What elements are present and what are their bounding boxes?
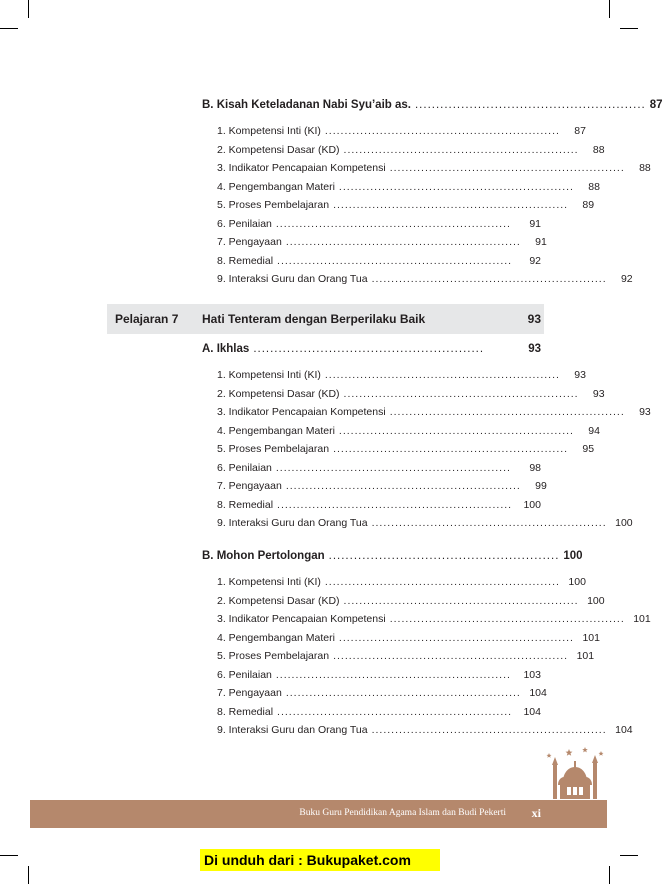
leader-dots: ............................................................ xyxy=(277,705,513,718)
crop-mark xyxy=(28,866,29,884)
toc-item-page: 101 xyxy=(633,613,651,625)
toc-item-page: 103 xyxy=(523,668,541,681)
toc-item-title: 9. Interaksi Guru dan Orang Tua xyxy=(217,724,368,736)
toc-item-page: 100 xyxy=(523,498,541,511)
toc-item-page: 101 xyxy=(582,631,600,644)
toc-item-title: 4. Pengembangan Materi xyxy=(217,180,335,193)
lesson-label: Pelajaran 7 xyxy=(115,312,179,326)
crop-mark xyxy=(28,0,29,18)
toc-item-title: 7. Pengayaan xyxy=(217,236,282,248)
toc-item-page: 93 xyxy=(592,387,605,400)
leader-dots: ............................................................ xyxy=(324,369,560,381)
toc-heading-title: A. Ikhlas xyxy=(202,343,250,355)
toc-item-title: 8. Remedial xyxy=(217,498,274,511)
toc-heading-title: B. Kisah Keteladanan Nabi Syu’aib as. xyxy=(202,99,411,111)
toc-item-page: 88 xyxy=(592,143,605,156)
toc-item-page: 100 xyxy=(615,517,633,529)
leader-dots: ....................................................... xyxy=(414,99,646,111)
leader-dots: ............................................................ xyxy=(338,180,574,193)
toc-item-title: 7. Pengayaan xyxy=(217,687,282,699)
toc-item[interactable] xyxy=(217,706,541,722)
toc-item-page: 104 xyxy=(529,687,547,699)
toc-item-title: 9. Interaksi Guru dan Orang Tua xyxy=(217,517,368,529)
toc-item-title: 8. Remedial xyxy=(217,254,274,267)
toc-item[interactable] xyxy=(217,143,605,160)
leader-dots: ............................................................ xyxy=(275,461,511,474)
toc-section-heading[interactable] xyxy=(202,550,583,566)
leader-dots: ............................................................ xyxy=(285,687,521,699)
leader-dots: ............................................................ xyxy=(275,217,511,230)
toc-item-page: 93 xyxy=(639,406,651,418)
toc-item-page: 94 xyxy=(588,424,600,437)
toc-item[interactable] xyxy=(217,499,541,515)
leader-dots: ............................................................ xyxy=(333,199,569,211)
lesson-page: 93 xyxy=(527,312,541,326)
toc-item-page: 87 xyxy=(574,125,586,137)
leader-dots: ............................................................ xyxy=(343,143,579,156)
toc-item-title: 1. Kompetensi Inti (KI) xyxy=(217,576,321,588)
toc-item-page: 92 xyxy=(620,273,633,285)
toc-item-page: 93 xyxy=(574,369,586,381)
toc-item[interactable] xyxy=(217,687,547,703)
toc-item-title: 2. Kompetensi Dasar (KD) xyxy=(217,594,340,607)
leader-dots: ............................................................ xyxy=(333,443,569,455)
toc-heading-page: 87 xyxy=(649,99,663,111)
leader-dots: ............................................................ xyxy=(324,125,560,137)
toc-item[interactable] xyxy=(217,369,586,385)
leader-dots: ............................................................ xyxy=(371,724,607,736)
leader-dots: ............................................................ xyxy=(371,273,607,285)
leader-dots: ............................................................ xyxy=(333,650,569,662)
toc-item-page: 95 xyxy=(582,443,595,455)
toc-item-title: 9. Interaksi Guru dan Orang Tua xyxy=(217,273,368,285)
crop-mark xyxy=(0,28,18,29)
leader-dots: ............................................................ xyxy=(389,406,625,418)
toc-item[interactable] xyxy=(217,517,633,533)
leader-dots: ............................................................ xyxy=(277,254,513,267)
leader-dots: ............................................................ xyxy=(389,613,625,625)
toc-item[interactable] xyxy=(217,125,586,141)
toc-item-title: 1. Kompetensi Inti (KI) xyxy=(217,125,321,137)
toc-item-title: 5. Proses Pembelajaran xyxy=(217,650,330,662)
toc-item[interactable] xyxy=(217,255,541,271)
toc-item-page: 104 xyxy=(523,705,541,718)
toc-item[interactable] xyxy=(217,236,547,252)
toc-item[interactable] xyxy=(217,594,605,611)
toc-item[interactable] xyxy=(217,480,547,496)
toc-item[interactable] xyxy=(217,576,586,592)
leader-dots: ............................................................ xyxy=(343,594,579,607)
toc-item-page: 88 xyxy=(639,162,651,174)
toc-item-title: 4. Pengembangan Materi xyxy=(217,424,335,437)
download-banner[interactable] xyxy=(200,849,440,871)
toc-item-page: 99 xyxy=(535,480,547,492)
toc-item[interactable] xyxy=(217,180,600,197)
toc-item[interactable] xyxy=(217,199,595,215)
toc-item-title: 2. Kompetensi Dasar (KD) xyxy=(217,143,340,156)
leader-dots: ............................................................ xyxy=(324,576,560,588)
toc-item[interactable] xyxy=(217,443,595,459)
toc-item-page: 91 xyxy=(529,217,541,230)
toc-item-title: 2. Kompetensi Dasar (KD) xyxy=(217,387,340,400)
leader-dots: ............................................................ xyxy=(285,480,521,492)
toc-item-title: 4. Pengembangan Materi xyxy=(217,631,335,644)
crop-mark xyxy=(609,866,610,884)
toc-item[interactable] xyxy=(217,613,651,629)
leader-dots: ............................................................ xyxy=(338,631,574,644)
toc-item-page: 101 xyxy=(576,650,595,662)
toc-item[interactable] xyxy=(217,162,651,178)
toc-item-page: 91 xyxy=(535,236,547,248)
toc-heading-page: 93 xyxy=(528,343,541,355)
leader-dots: ............................................................ xyxy=(389,162,625,174)
toc-item[interactable] xyxy=(217,462,541,478)
toc-item[interactable] xyxy=(217,669,541,685)
toc-item-title: 6. Penilaian xyxy=(217,461,272,474)
toc-item-page: 89 xyxy=(582,199,595,211)
leader-dots: ............................................................ xyxy=(343,387,579,400)
toc-item-title: 5. Proses Pembelajaran xyxy=(217,199,330,211)
toc-item[interactable] xyxy=(217,424,600,441)
leader-dots: ............................................................ xyxy=(338,424,574,437)
leader-dots: ............................................................ xyxy=(275,668,511,681)
download-banner-text: Di unduh dari : Bukupaket.com xyxy=(204,852,411,868)
toc-item[interactable] xyxy=(217,631,600,648)
toc-item-page: 92 xyxy=(529,254,541,267)
toc-heading-page: 100 xyxy=(563,550,583,562)
toc-item-page: 98 xyxy=(529,461,541,474)
toc-item-title: 5. Proses Pembelajaran xyxy=(217,443,330,455)
toc-item-title: 7. Pengayaan xyxy=(217,480,282,492)
toc-item-page: 88 xyxy=(588,180,600,193)
toc-item-title: 3. Indikator Pencapaian Kompetensi xyxy=(217,613,386,625)
leader-dots: ............................................................ xyxy=(277,498,513,511)
toc-item-title: 3. Indikator Pencapaian Kompetensi xyxy=(217,406,386,418)
crop-mark xyxy=(620,855,638,856)
lesson-title[interactable]: Hati Tenteram dengan Berperilaku Baik xyxy=(202,312,426,326)
toc-section-heading[interactable] xyxy=(202,343,541,359)
toc-item[interactable] xyxy=(217,273,633,289)
leader-dots: ....................................................... xyxy=(328,550,560,562)
toc-item[interactable] xyxy=(217,724,633,740)
toc-heading-title: B. Mohon Pertolongan xyxy=(202,550,325,562)
toc-item-page: 100 xyxy=(587,594,605,607)
leader-dots: ............................................................ xyxy=(285,236,521,248)
crop-mark xyxy=(609,0,610,18)
toc-item-title: 8. Remedial xyxy=(217,705,274,718)
toc-item[interactable] xyxy=(217,218,541,234)
toc-item[interactable] xyxy=(217,387,605,404)
toc-item-title: 1. Kompetensi Inti (KI) xyxy=(217,369,321,381)
toc-item-title: 6. Penilaian xyxy=(217,668,272,681)
crop-mark xyxy=(0,855,18,856)
leader-dots: ............................................................ xyxy=(371,517,607,529)
toc-item[interactable] xyxy=(217,650,595,666)
toc-item-title: 3. Indikator Pencapaian Kompetensi xyxy=(217,162,386,174)
footer-book-title: Buku Guru Pendidikan Agama Islam dan Budi Pekerti xyxy=(299,808,506,818)
toc-item[interactable] xyxy=(217,406,651,422)
toc-item-page: 100 xyxy=(568,576,586,588)
toc-item-page: 104 xyxy=(615,724,633,736)
footer-page-number: xi xyxy=(531,806,541,820)
crop-mark xyxy=(620,28,638,29)
mosque-illustration-icon xyxy=(545,745,605,799)
toc-item-title: 6. Penilaian xyxy=(217,217,272,230)
toc-section-heading[interactable] xyxy=(202,99,663,115)
leader-dots: ....................................................... xyxy=(253,343,485,355)
